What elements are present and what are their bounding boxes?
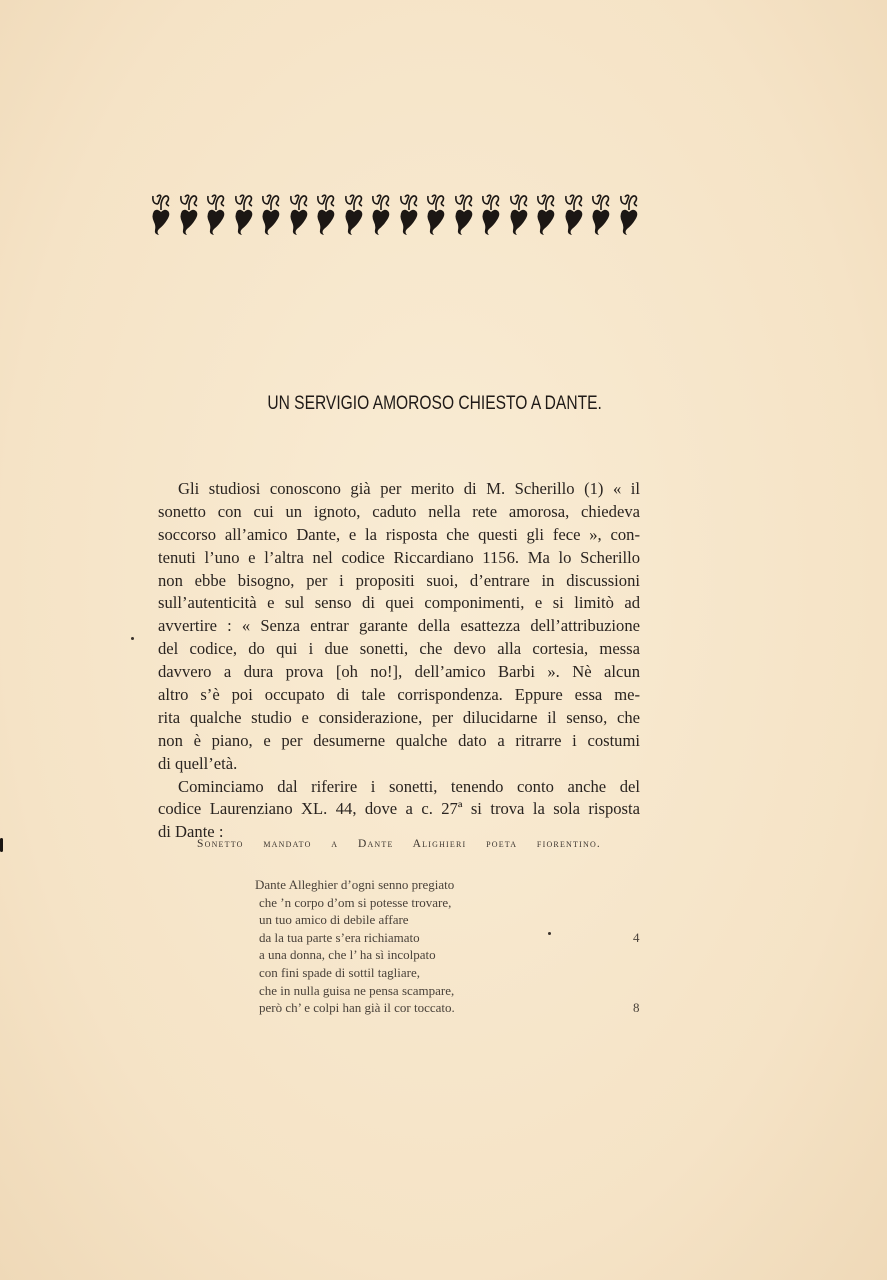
vine-heart-icon [150,192,172,238]
verse-line [255,876,645,894]
text-line: non è piano, e per desumerne qualche dato a ritrarre i costumi [158,730,640,750]
ornament-row [150,192,640,238]
text-line: di Dante : [158,822,224,842]
verse-line [255,894,645,912]
line-number: 8 [633,1000,640,1016]
verse-text: Dante Alleghier d’ogni senno pregiato [255,877,455,892]
verse-text: che in nulla guisa ne pensa scampare, [259,982,455,998]
vine-heart-icon [590,192,612,238]
verse-line [255,929,645,947]
vine-heart-icon [205,192,227,238]
text-line: avvertire : « Senza entrar garante della esattezza dell’attribuzione [158,616,640,636]
verse-text: però ch’ e colpi han già il cor toccato. [259,1000,455,1016]
vine-heart-icon [563,192,585,238]
text-line: tenuti l’uno e l’altra nel codice Riccardiano 1156. Ma lo Scherillo [158,547,640,567]
text-line: sull’autenticità e sul senso di quei componimenti, e si limitò ad [158,593,640,613]
text-line: davvero a dura prova [oh no!], dell’amico Barbi ». Nè alcun [158,662,640,682]
vine-heart-icon [315,192,337,238]
verse-text: con fini spade di sottil tagliare, [259,964,421,980]
vine-heart-icon [260,192,282,238]
ink-speck [131,637,134,640]
vine-heart-icon [178,192,200,238]
text-line: Cominciamo dal riferire i sonetti, tenendo conto anche del [178,776,640,796]
text-line: di quell’età. [158,753,238,773]
text-line: soccorso all’amico Dante, e la risposta che questi gli fece », con- [158,524,640,544]
text-line: sonetto con cui un ignoto, caduto nella rete amorosa, chiedeva [158,501,640,521]
line-number: 4 [633,929,640,945]
sonnet-heading: Sonetto mandato a Dante Alighieri poeta fiorentino. [197,838,601,850]
text-line: altro s’è poi occupato di tale corrispondenza. Eppure essa me- [158,685,640,705]
verse-text: a una donna, che l’ ha sì incolpato [259,947,436,963]
chapter-title: UN SERVIGIO AMOROSO CHIESTO A DANTE. [267,393,602,414]
text-line: del codice, do qui i due sonetti, che devo alla cortesia, messa [158,639,640,659]
verse-text: da la tua parte s’era richiamato [259,929,420,945]
text-line: codice Laurenziano XL. 44, dove a c. 27ª si trova la sola risposta [158,799,640,819]
vine-heart-icon [370,192,392,238]
verse-line [255,911,645,929]
verse-text: che ’n corpo d’om si potesse trovare, [259,894,452,910]
vine-heart-icon [425,192,447,238]
verse-text: un tuo amico di debile affare [259,912,409,928]
vine-heart-icon [508,192,530,238]
vine-heart-icon [343,192,365,238]
text-line: non ebbe bisogno, per i propositi suoi, d’entrare in discussioni [158,570,640,590]
verse-line [255,999,645,1017]
verse-line [255,964,645,982]
body-text [158,478,640,844]
ink-speck [548,932,551,935]
vine-heart-icon [480,192,502,238]
vine-heart-icon [618,192,640,238]
page-edge-mark [0,838,3,852]
text-line: rita qualche studio e considerazione, per dilucidarne il senso, che [158,707,640,727]
vine-heart-icon [453,192,475,238]
verse-line [255,946,645,964]
vine-heart-icon [233,192,255,238]
vine-heart-icon [535,192,557,238]
text-line: Gli studiosi conoscono già per merito di M. Scherillo (1) « il [178,479,640,498]
vine-heart-icon [398,192,420,238]
verse-line [255,982,645,1000]
vine-heart-icon [288,192,310,238]
sonnet-verses [255,876,645,1017]
